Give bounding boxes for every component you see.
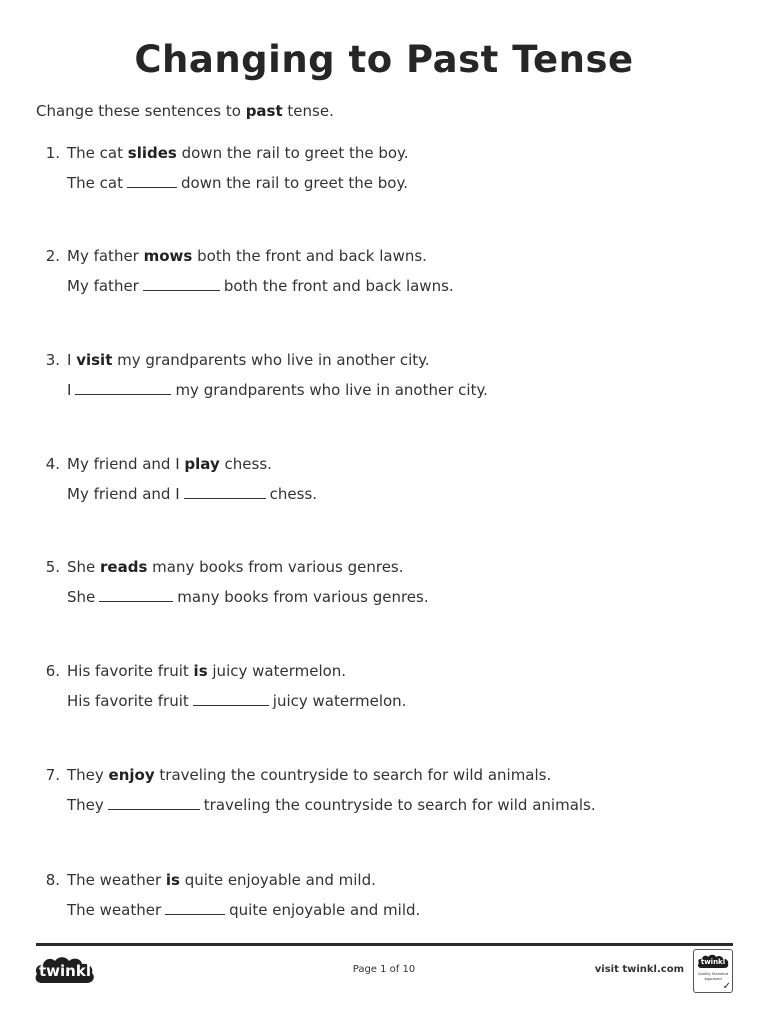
answer-blank[interactable]: [75, 380, 171, 395]
answer-sentence: [67, 484, 317, 503]
answer-text: many books from various genres.: [177, 588, 429, 606]
sentence-text: juicy watermelon.: [207, 662, 347, 680]
answer-sentence: [67, 173, 408, 192]
sentence-verb: slides: [127, 144, 177, 162]
question-number: 3.: [45, 351, 60, 369]
instruction-after: tense.: [282, 102, 334, 120]
sentence-verb: mows: [143, 247, 193, 265]
answer-text: My friend and I: [67, 485, 180, 503]
sentence-text: I: [67, 351, 77, 369]
answer-text: chess.: [269, 485, 318, 503]
sentence-verb: play: [184, 455, 220, 473]
sentence-text: many books from various genres.: [147, 558, 404, 576]
question-sentence: [67, 558, 404, 576]
sentence-verb: is: [193, 662, 208, 680]
answer-text: His favorite fruit: [67, 692, 189, 710]
page-title: Changing to Past Tense: [134, 38, 634, 81]
sentence-text: She: [67, 558, 101, 576]
footer-divider: [36, 943, 733, 946]
answer-sentence: [67, 795, 596, 814]
answer-blank[interactable]: [184, 484, 266, 499]
check-icon: ✓: [722, 981, 731, 992]
logo-text: twinkl: [39, 962, 91, 980]
instruction-bold: past: [245, 102, 283, 120]
question-sentence: [67, 144, 409, 162]
question-number: 1.: [45, 144, 60, 162]
answer-text: quite enjoyable and mild.: [229, 901, 421, 919]
badge-caption: [695, 972, 731, 981]
answer-blank[interactable]: [127, 173, 177, 188]
question-number: 4.: [45, 455, 60, 473]
answer-blank[interactable]: [165, 900, 225, 915]
answer-text: down the rail to greet the boy.: [181, 174, 408, 192]
sentence-text: My friend and I: [67, 455, 185, 473]
answer-text: both the front and back lawns.: [223, 277, 454, 295]
question-sentence: [67, 871, 376, 889]
sentence-text: His favorite fruit: [67, 662, 194, 680]
answer-blank[interactable]: [143, 276, 220, 291]
sentence-text: The weather: [67, 871, 166, 889]
sentence-verb: is: [165, 871, 180, 889]
badge-line-2: Approved: [704, 976, 722, 981]
sentence-verb: enjoy: [108, 766, 155, 784]
question-sentence: [67, 662, 346, 680]
answer-text: They: [67, 796, 104, 814]
sentence-text: They: [67, 766, 109, 784]
answer-text: traveling the countryside to search for wild animals.: [203, 796, 596, 814]
question-sentence: [67, 247, 427, 265]
sentence-text: quite enjoyable and mild.: [179, 871, 376, 889]
answer-blank[interactable]: [108, 795, 200, 810]
sentence-verb: reads: [100, 558, 148, 576]
quality-badge: [693, 949, 733, 993]
question-number: 6.: [45, 662, 60, 680]
answer-text: my grandparents who live in another city.: [175, 381, 488, 399]
answer-blank[interactable]: [99, 587, 173, 602]
answer-sentence: [67, 900, 420, 919]
answer-text: The cat: [67, 174, 123, 192]
question-number: 7.: [45, 766, 60, 784]
sentence-text: my grandparents who live in another city.: [112, 351, 430, 369]
instruction-before: Change these sentences to: [36, 102, 246, 120]
instruction: [36, 102, 334, 120]
sentence-text: My father: [67, 247, 144, 265]
question-number: 5.: [45, 558, 60, 576]
sentence-text: The cat: [67, 144, 128, 162]
page-number: Page 1 of 10: [352, 964, 416, 975]
answer-text: juicy watermelon.: [272, 692, 407, 710]
question-sentence: [67, 455, 272, 473]
question-sentence: [67, 351, 430, 369]
question-number: 8.: [45, 871, 60, 889]
sentence-text: down the rail to greet the boy.: [176, 144, 409, 162]
badge-logo-text: twinkl: [700, 958, 726, 966]
sentence-text: chess.: [219, 455, 272, 473]
answer-text: She: [67, 588, 96, 606]
answer-text: My father: [67, 277, 139, 295]
answer-text: The weather: [67, 901, 162, 919]
answer-blank[interactable]: [193, 691, 269, 706]
sentence-verb: visit: [76, 351, 113, 369]
sentence-text: traveling the countryside to search for wild animals.: [154, 766, 552, 784]
answer-sentence: [67, 380, 488, 399]
badge-line-1: Quality Standard: [697, 972, 729, 976]
question-number: 2.: [45, 247, 60, 265]
question-sentence: [67, 766, 551, 784]
answer-sentence: [67, 587, 429, 606]
sentence-text: both the front and back lawns.: [192, 247, 427, 265]
answer-sentence: [67, 691, 406, 710]
visit-link[interactable]: visit twinkl.com: [594, 964, 684, 975]
answer-text: I: [67, 381, 72, 399]
answer-sentence: [67, 276, 454, 295]
